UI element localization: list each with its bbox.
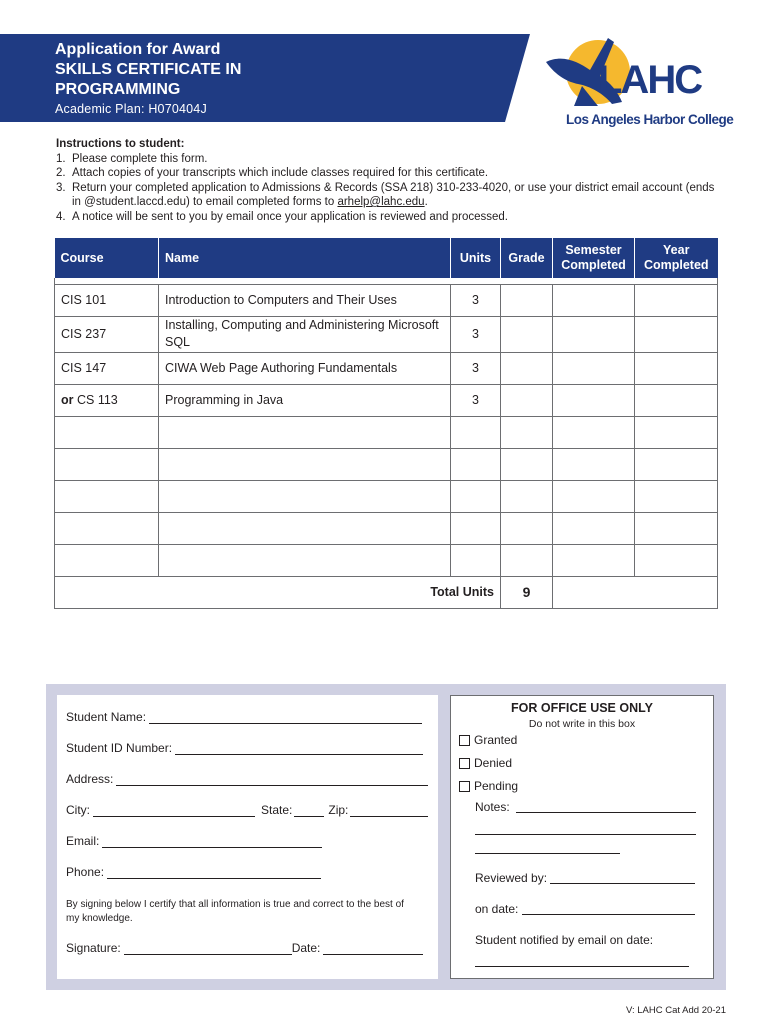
empty-cell[interactable] [451, 416, 501, 448]
pending-label: Pending [474, 779, 519, 793]
on-date-line[interactable] [522, 914, 695, 915]
date-label: Date: [291, 941, 321, 955]
address-label: Address: [66, 772, 114, 786]
instruction-number: 4. [56, 210, 66, 223]
course-code: CIS 237 [55, 316, 159, 352]
office-use-title: FOR OFFICE USE ONLY [511, 701, 653, 715]
col-header-units: Units [451, 238, 501, 278]
city-state-zip-field[interactable] [66, 803, 428, 817]
empty-cell[interactable] [159, 544, 451, 576]
empty-cell[interactable] [451, 512, 501, 544]
table-row [55, 352, 718, 384]
signature-line[interactable] [124, 943, 292, 955]
email-field[interactable] [66, 834, 322, 848]
empty-cell[interactable] [451, 448, 501, 480]
instruction-item [56, 152, 726, 167]
denied-checkbox[interactable] [459, 756, 512, 770]
empty-cell[interactable] [501, 448, 553, 480]
empty-cell[interactable] [635, 480, 718, 512]
total-blank-cell [553, 576, 718, 608]
student-name-line[interactable] [149, 712, 422, 724]
notified-date-line[interactable] [475, 966, 689, 967]
empty-cell[interactable] [501, 416, 553, 448]
total-units-label [55, 576, 501, 608]
grade-cell[interactable] [501, 352, 553, 384]
empty-cell[interactable] [635, 512, 718, 544]
table-row-empty [55, 416, 718, 448]
logo-wordmark: LAHC [598, 58, 702, 102]
course-table [54, 238, 718, 609]
pending-checkbox[interactable] [459, 779, 518, 793]
table-row [55, 284, 718, 316]
notes-line[interactable] [475, 834, 696, 835]
date-line[interactable] [323, 943, 423, 955]
empty-cell[interactable] [159, 480, 451, 512]
instruction-text: A notice will be sent to you by email once your application is reviewed and processed. [72, 210, 508, 223]
phone-line[interactable] [107, 867, 321, 879]
course-code [55, 384, 159, 416]
course-units: 3 [451, 352, 501, 384]
checkbox-icon[interactable] [459, 735, 470, 746]
office-use-subtitle: Do not write in this box [528, 718, 636, 730]
course-code-text: CS 113 [76, 392, 118, 407]
year-cell[interactable] [635, 352, 718, 384]
signature-field[interactable] [66, 941, 423, 955]
empty-cell[interactable] [553, 544, 635, 576]
email-label: Email: [66, 834, 100, 848]
instructions-heading: Instructions to student: [56, 138, 185, 150]
empty-cell[interactable] [159, 416, 451, 448]
instruction-number: 2. [56, 167, 66, 179]
empty-cell[interactable] [451, 544, 501, 576]
zip-line[interactable] [350, 805, 428, 817]
city-line[interactable] [93, 805, 255, 817]
student-name-field[interactable] [66, 710, 422, 724]
email-link[interactable]: arhelp@lahc.edu [337, 196, 425, 208]
empty-cell[interactable] [501, 544, 553, 576]
title-line-3: PROGRAMMING [55, 81, 181, 98]
semester-cell[interactable] [553, 352, 635, 384]
empty-cell[interactable] [55, 448, 159, 480]
instruction-text: Attach copies of your transcripts which include classes required for this certificate. [72, 167, 489, 179]
email-line[interactable] [102, 836, 322, 848]
empty-cell[interactable] [55, 544, 159, 576]
grade-cell[interactable] [501, 316, 553, 352]
table-row-empty [55, 512, 718, 544]
notes-line[interactable] [475, 853, 620, 854]
on-date-label: on date: [475, 902, 519, 916]
granted-checkbox[interactable] [459, 733, 517, 747]
col-header-name: Name [159, 238, 451, 278]
empty-cell[interactable] [635, 416, 718, 448]
student-id-line[interactable] [175, 743, 423, 755]
course-name: Introduction to Computers and Their Uses [159, 284, 451, 316]
course-name: CIWA Web Page Authoring Fundamentals [159, 352, 451, 384]
reviewed-by-label: Reviewed by: [475, 871, 548, 885]
total-units-text: Total Units [430, 584, 494, 599]
semester-cell[interactable] [553, 284, 635, 316]
empty-cell[interactable] [55, 416, 159, 448]
col-header-semester: Semester Completed [553, 238, 635, 278]
notes-label: Notes: [475, 800, 510, 814]
empty-cell[interactable] [159, 512, 451, 544]
academic-plan: Academic Plan: H070404J [55, 102, 207, 116]
empty-cell[interactable] [553, 448, 635, 480]
table-header-row [55, 238, 718, 278]
instruction-text-part: Return your completed application to Admissions & Records (SSA 218) 310-233-4020, or use your district email account (ends in @student.laccd.edu) to email completed forms to [72, 181, 715, 208]
zip-label: Zip: [328, 803, 349, 817]
instruction-item [56, 166, 726, 181]
course-name: Installing, Computing and Administering Microsoft SQL [159, 316, 451, 352]
grade-cell[interactable] [501, 384, 553, 416]
state-line[interactable] [294, 805, 324, 817]
total-units-value: 9 [501, 576, 553, 608]
empty-cell[interactable] [159, 448, 451, 480]
empty-cell[interactable] [553, 512, 635, 544]
student-id-field[interactable] [66, 741, 423, 755]
form-title [55, 40, 495, 100]
year-cell[interactable] [635, 284, 718, 316]
empty-cell[interactable] [501, 480, 553, 512]
address-field[interactable] [66, 772, 428, 786]
col-header-course: Course [55, 238, 159, 278]
denied-label: Denied [474, 756, 513, 770]
phone-label: Phone: [66, 865, 105, 879]
instruction-text [72, 181, 726, 210]
city-label: City: [66, 803, 90, 817]
granted-label: Granted [474, 733, 518, 747]
total-row [55, 576, 718, 608]
course-units: 3 [451, 284, 501, 316]
instruction-number: 3. [56, 181, 66, 194]
empty-cell[interactable] [451, 480, 501, 512]
table-row [55, 384, 718, 416]
college-name: Los Angeles Harbor College [566, 112, 734, 127]
empty-cell[interactable] [635, 544, 718, 576]
course-units: 3 [451, 384, 501, 416]
course-code: CIS 147 [55, 352, 159, 384]
title-line-2: SKILLS CERTIFICATE IN [55, 61, 242, 78]
empty-cell[interactable] [635, 448, 718, 480]
year-cell[interactable] [635, 316, 718, 352]
certification-text: By signing below I certify that all information is true and correct to the best of my knowledge. [66, 899, 404, 924]
table-row [55, 316, 718, 352]
notes-line[interactable] [516, 812, 696, 813]
course-units: 3 [451, 316, 501, 352]
checkbox-icon[interactable] [459, 758, 470, 769]
state-label: State: [261, 803, 293, 817]
signature-label: Signature: [66, 941, 121, 955]
course-prefix: or [61, 392, 74, 407]
year-cell[interactable] [635, 384, 718, 416]
phone-field[interactable] [66, 865, 321, 879]
course-code: CIS 101 [55, 284, 159, 316]
table-row-empty [55, 448, 718, 480]
instruction-text-part: . [424, 196, 428, 208]
empty-cell[interactable] [553, 480, 635, 512]
student-name-label: Student Name: [66, 710, 147, 724]
checkbox-icon[interactable] [459, 781, 470, 792]
instruction-item [56, 181, 726, 210]
notified-label: Student notified by email on date: [475, 933, 654, 947]
title-line-1: Application for Award [55, 41, 221, 58]
semester-cell[interactable] [553, 384, 635, 416]
instructions [56, 137, 726, 224]
reviewed-by-line[interactable] [550, 883, 695, 884]
col-header-year: Year Completed [635, 238, 718, 278]
instruction-number: 1. [56, 152, 66, 165]
instruction-item [56, 210, 726, 225]
address-line[interactable] [116, 774, 428, 786]
semester-cell[interactable] [553, 316, 635, 352]
grade-cell[interactable] [501, 284, 553, 316]
course-name: Programming in Java [159, 384, 451, 416]
version-text: V: LAHC Cat Add 20-21 [626, 1005, 726, 1016]
col-header-grade: Grade [501, 238, 553, 278]
instruction-text: Please complete this form. [72, 152, 208, 165]
table-row-empty [55, 544, 718, 576]
table-row-empty [55, 480, 718, 512]
empty-cell[interactable] [55, 480, 159, 512]
empty-cell[interactable] [55, 512, 159, 544]
empty-cell[interactable] [501, 512, 553, 544]
student-id-label: Student ID Number: [66, 741, 173, 755]
empty-cell[interactable] [553, 416, 635, 448]
